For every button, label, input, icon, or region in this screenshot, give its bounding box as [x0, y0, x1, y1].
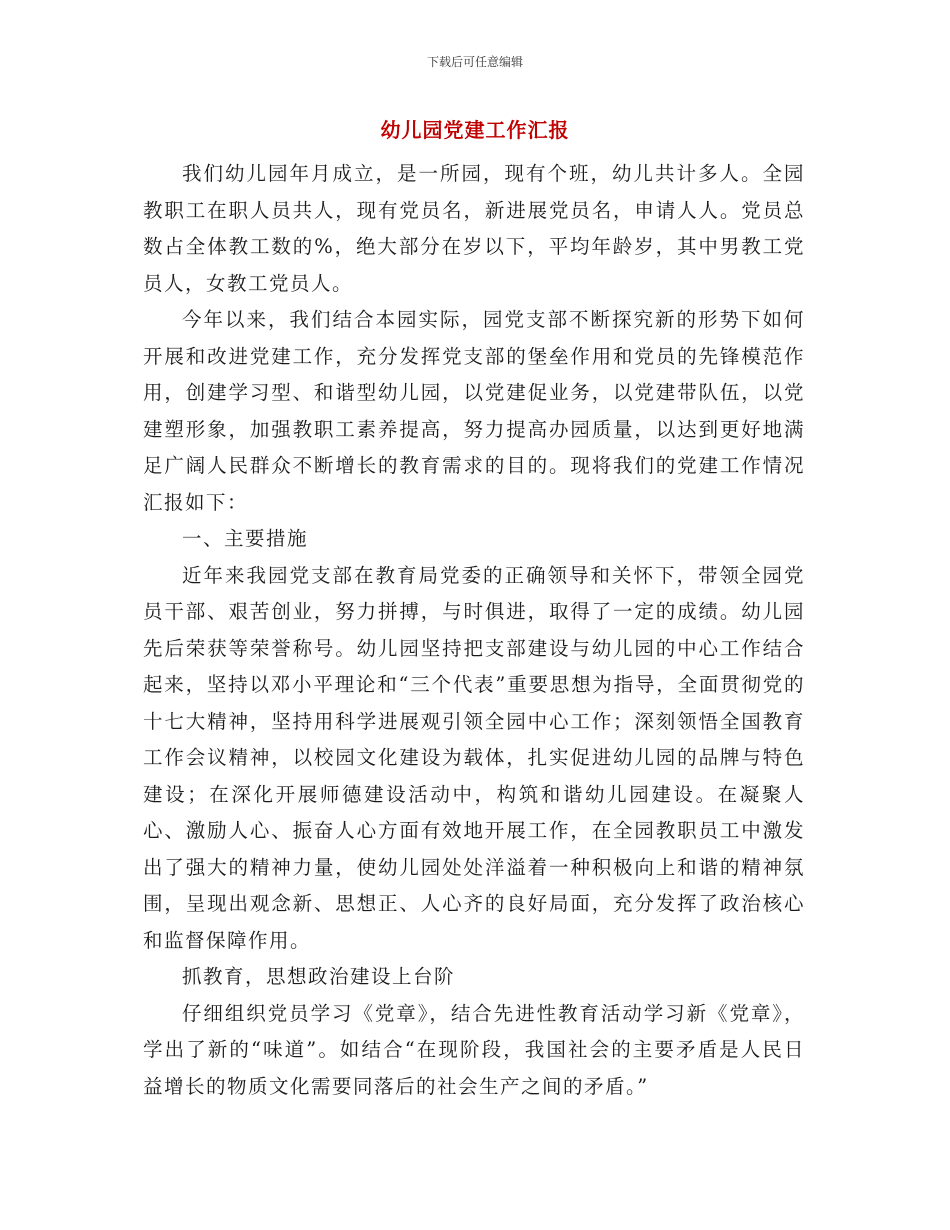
paragraph-overview: 今年以来，我们结合本园实际，园党支部不断探究新的形势下如何开展和改进党建工作，充分发挥党支部的堡垒作用和党员的先锋模范作用，创建学习型、和谐型幼儿园，以党建促业务，以党建带队伍，以党建塑形象，加强教职工素养提高，努力提高办园质量，以达到更好地满足广阔人民群众不断增长的教育需求的目的。现将我们的党建工作情况汇报如下：: [143, 308, 805, 514]
subheading-education: 抓教育，思想政治建设上台阶: [182, 965, 456, 988]
paragraph-measures: 近年来我园党支部在教育局党委的正确领导和关怀下，带领全园党员干部、艰苦创业，努力拼搏，与时俱进，取得了一定的成绩。幼儿园先后荣获等荣誉称号。幼儿园坚持把支部建设与幼儿园的中心工作结合起来，坚持以邓小平理论和“三个代表”重要思想为指导，全面贯彻党的十七大精神，坚持用科学进展观引领全园中心工作；深刻领悟全国教育工作会议精神，以校园文化建设为载体，扎实促进幼儿园的品牌与特色建设；在深化开展师德建设活动中，构筑和谐幼儿园建设。在凝聚人心、激励人心、振奋人心方面有效地开展工作，在全园教职员工中激发出了强大的精神力量，使幼儿园处处洋溢着一种积极向上和谐的精神氛围，呈现出观念新、思想正、人心齐的良好局面，充分发挥了政治核心和监督保障作用。: [143, 563, 805, 952]
paragraph-intro: 我们幼儿园年月成立，是一所园，现有个班，幼儿共计多人。全园教职工在职人员共人，现有党员名，新进展党员名，申请人人。党员总数占全体教工数的%，绝大部分在岁以下，平均年龄岁，其中男教工党员人，女教工党员人。: [143, 162, 805, 295]
paragraph-party-constitution: 仔细组织党员学习《党章》，结合先进性教育活动学习新《党章》，学出了新的“味道”。如结合“在现阶段，我国社会的主要矛盾是人民日益增长的物质文化需要同落后的社会生产之间的矛盾。”: [143, 1001, 805, 1098]
header-note: 下载后可任意编辑: [426, 55, 523, 69]
document-title: 幼儿园党建工作汇报: [380, 118, 570, 142]
section-heading-main-measures: 一、主要措施: [182, 527, 309, 550]
document-body: [143, 156, 805, 1105]
